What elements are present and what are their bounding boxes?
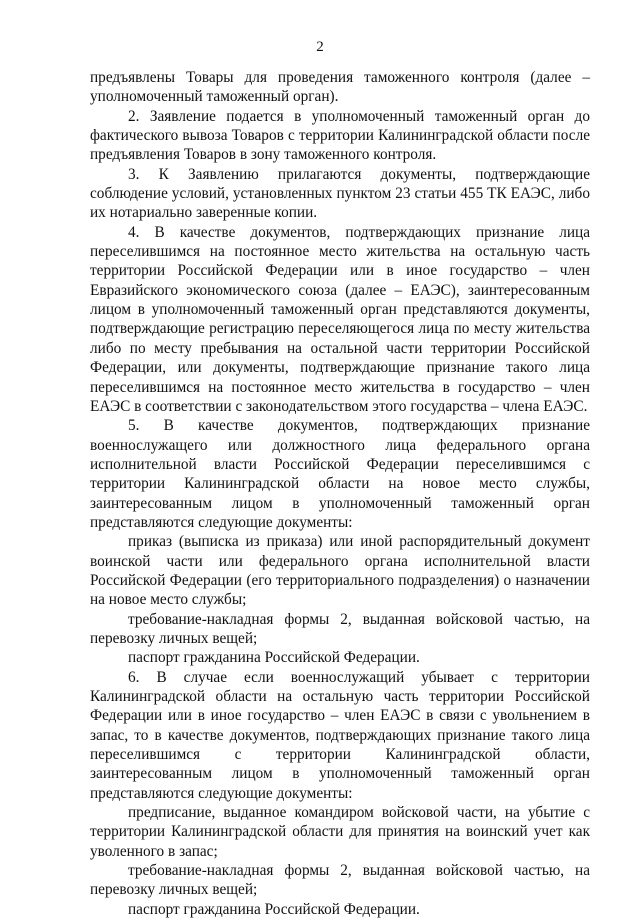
paragraph-6-item-instruction: предписание, выданное командиром войсковой части, на убытие с территории Калининградской области для принятия на воинский учет как уволенного в запас; bbox=[90, 804, 590, 860]
document-body bbox=[90, 68, 590, 919]
paragraph-5-item-passport: паспорт гражданина Российской Федерации. bbox=[128, 649, 420, 667]
paragraph-6: 6. В случае если военнослужащий убывает с территории Калининградской области на остальную часть территории Российской Федерации или в иное государство – член ЕАЭС в связи с увольнением в запас, то в качестве документов, подтверждающих признание такого лица переселившимся с территории Калининградской области, заинтересованным лицом в уполномоченный таможенный орган представляются следующие документы: bbox=[90, 668, 590, 802]
paragraph-continuation: предъявлены Товары для проведения таможенного контроля (далее – уполномоченный таможенный орган). bbox=[90, 69, 590, 106]
paragraph-2: 2. Заявление подается в уполномоченный таможенный орган до фактического вывоза Товаров с территории Калининградской области после предъявления Товаров в зону таможенного контроля. bbox=[90, 107, 590, 164]
paragraph-5-item-order: приказ (выписка из приказа) или иной распорядительный документ воинской части или федерального органа исполнительной власти Российской Федерации (его территориального подразделения) о назначении на новое место службы; bbox=[90, 533, 590, 609]
paragraph-5: 5. В качестве документов, подтверждающих признание военнослужащего или должностного лица федерального органа исполнительной власти Российской Федерации переселившимся с территории Калининградской области на новое место службы, заинтересованным лицом в уполномоченный таможенный орган представляются следующие документы: bbox=[90, 417, 590, 531]
paragraph-6-item-passport: паспорт гражданина Российской Федерации. bbox=[128, 900, 420, 918]
page-number: 2 bbox=[316, 39, 324, 55]
paragraph-6-item-waybill: требование-накладная формы 2, выданная войсковой частью, на перевозку личных вещей; bbox=[90, 862, 590, 899]
paragraph-3: 3. К Заявлению прилагаются документы, подтверждающие соблюдение условий, установленных пунктом 23 статьи 455 ТК ЕАЭС, либо их нотариально заверенные копии. bbox=[90, 165, 590, 222]
paragraph-4: 4. В качестве документов, подтверждающих признание лица переселившимся на постоянное место жительства на остальную часть территории Российской Федерации или в иное государство – член Евразийского экономического союза (далее – ЕАЭС), заинтересованным лицом в уполномоченный таможенный орган представляются документы, подтверждающие регистрацию переселяющегося лица по месту жительства либо по месту пребывания на остальной части территории Российской Федерации, или документы, подтверждающие признание такого лица переселившимся на постоянное место жительства в государство – член ЕАЭС в соответствии с законодательством этого государства – члена ЕАЭС. bbox=[90, 223, 590, 415]
paragraph-5-item-waybill: требование-накладная формы 2, выданная войсковой частью, на перевозку личных вещей; bbox=[90, 610, 590, 647]
